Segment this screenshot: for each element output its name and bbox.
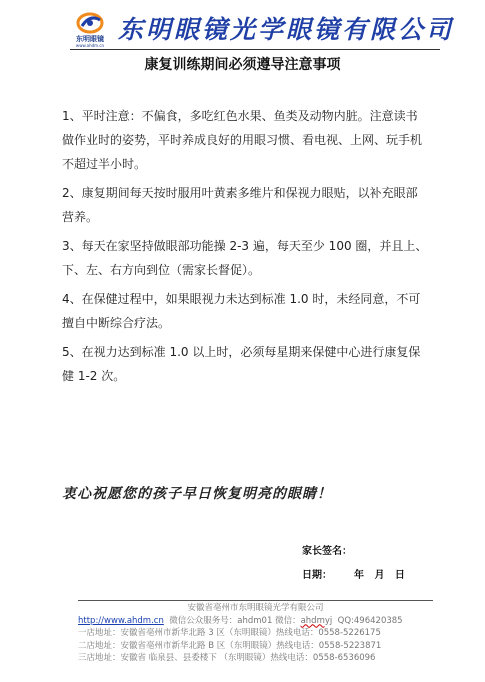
footer-company: 安徽省亳州市东明眼镜光学有限公司 bbox=[187, 603, 324, 613]
wechat-label: 微信： bbox=[275, 615, 301, 626]
date-label: 日期： bbox=[302, 570, 332, 581]
logo-url: www.ahdm.cn bbox=[75, 43, 105, 48]
notice-item-2: 2、康复期间每天按时服用叶黄素多维片和保视力眼贴，以补充眼部营养。 bbox=[62, 186, 418, 224]
footer-divider bbox=[78, 600, 433, 601]
wechat-id: ahdmyj bbox=[300, 615, 333, 626]
date-year: 年 bbox=[354, 570, 364, 581]
logo-name: 东明眼镜 bbox=[76, 35, 104, 43]
store-address-2: 二店地址：安徽省亳州市新华北路 B 区（东明眼镜）热线电话：0558-5223871 bbox=[78, 640, 382, 651]
store-address-3: 三店地址：安徽省 临泉县、县委楼下 （东明眼镜）热线电话：0558-6536096 bbox=[78, 653, 376, 663]
notice-list bbox=[62, 104, 428, 393]
website-link[interactable]: http://www.ahdm.cn bbox=[78, 615, 164, 626]
notice-item-3: 3、每天在家坚持做眼部功能操 2-3 遍，每天至少 100 圈，并且上、下、左、右方向到位（需家长督促）。 bbox=[62, 239, 428, 277]
store-address-1: 一店地址：安徽省亳州市新华北路 3 区（东明眼镜）热线电话：0558-5226175 bbox=[78, 628, 381, 638]
notice-item-1: 1、平时注意：不偏食，多吃红色水果、鱼类及动物内脏。注意读书做作业时的姿势，平时养成良好的用眼习惯、看电视、上网、玩手机不超过半小时。 bbox=[62, 109, 423, 171]
header-divider bbox=[70, 49, 440, 50]
footer-contact-line bbox=[78, 615, 438, 628]
wechat-service: 微信公众服务号：ahdm01 bbox=[169, 615, 273, 626]
notice-item-5: 5、在视力达到标准 1.0 以上时，必须每星期来保健中心进行康复保健 1-2 次。 bbox=[62, 345, 421, 383]
notice-item-4: 4、在保健过程中，如果眼视力未达到标准 1.0 时，未经同意，不可擅自中断综合疗法。 bbox=[62, 292, 421, 330]
footer bbox=[78, 602, 438, 665]
page-title: 康复训练期间必须遵导注意事项 bbox=[144, 57, 341, 73]
company-logo bbox=[70, 12, 110, 46]
date-day: 日 bbox=[394, 570, 405, 581]
date-line bbox=[302, 566, 405, 581]
logo-swirl-icon bbox=[76, 12, 104, 34]
parent-signature-label: 家长签名： bbox=[302, 546, 352, 557]
wish-text: 衷心祝愿您的孩子早日恢复明亮的眼睛！ bbox=[62, 486, 332, 502]
qq-number: QQ:496420385 bbox=[337, 615, 403, 626]
date-month: 月 bbox=[374, 570, 385, 581]
company-name: 东明眼镜光学眼镜有限公司 bbox=[118, 15, 455, 44]
